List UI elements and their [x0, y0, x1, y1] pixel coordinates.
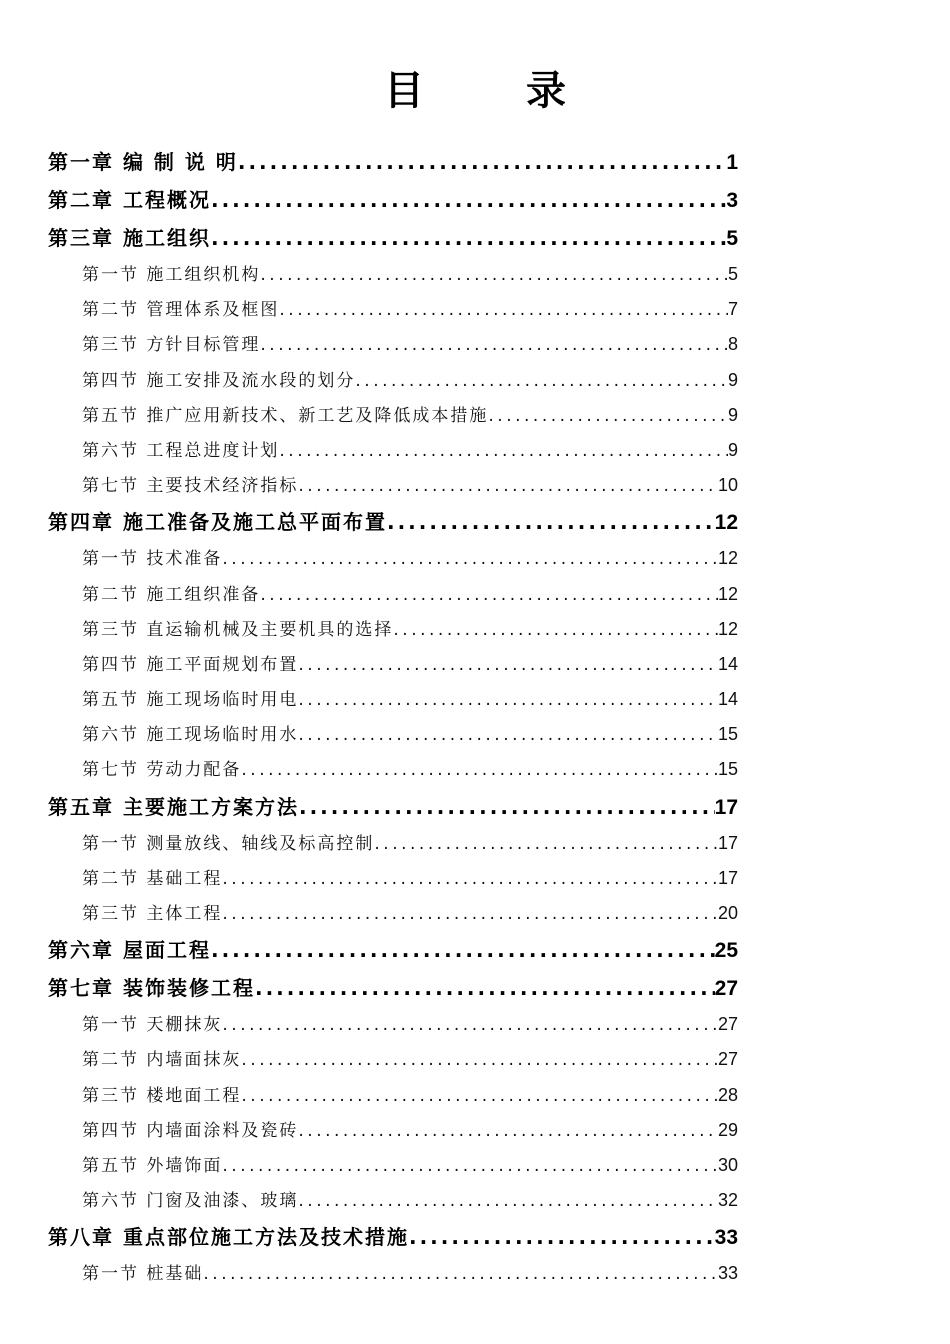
- toc-page-number: 12: [714, 511, 738, 535]
- toc-page-number: 17: [714, 795, 738, 819]
- toc-entry-label: 第二节 基础工程: [82, 868, 223, 889]
- toc-leader-dots: [260, 578, 718, 612]
- toc-entry-label: 第二节 管理体系及框图: [82, 300, 280, 321]
- toc-entry-label: 第一章 编 制 说 明: [48, 150, 238, 174]
- toc-page-number: 27: [714, 977, 738, 1001]
- toc-page-number: 5: [727, 264, 738, 284]
- toc-page-number: 10: [717, 475, 738, 496]
- toc-page-number: 14: [717, 653, 738, 674]
- toc-chapter-entry[interactable]: [48, 503, 738, 541]
- toc-leader-dots: [279, 293, 728, 327]
- toc-entry-label: 第一节 施工组织机构: [82, 265, 261, 285]
- toc-entry-label: 第一节 桩基础: [82, 1264, 204, 1285]
- toc-leader-dots: [298, 718, 718, 752]
- toc-section-entry[interactable]: [48, 1007, 738, 1042]
- toc-leader-dots: [355, 364, 728, 398]
- toc-entry-label: 第八章 重点部位施工方法及技术措施: [48, 1225, 409, 1250]
- toc-section-entry[interactable]: [48, 612, 738, 647]
- toc-section-entry[interactable]: [48, 1148, 738, 1183]
- toc-section-entry[interactable]: [48, 468, 738, 503]
- toc-page-number: 3: [726, 189, 738, 212]
- toc-leader-dots: [241, 1079, 718, 1113]
- toc-entry-label: 第三节 楼地面工程: [82, 1085, 242, 1106]
- toc-leader-dots: [241, 1043, 718, 1077]
- toc-section-entry[interactable]: [48, 257, 738, 292]
- toc-section-entry[interactable]: [48, 541, 738, 576]
- toc-page-number: 1: [726, 151, 738, 174]
- toc-entry-label: 第二章 工程概况: [48, 188, 211, 212]
- toc-leader-dots: [298, 469, 718, 503]
- toc-leader-dots: [211, 931, 715, 969]
- toc-entry-label: 第七节 主要技术经济指标: [82, 476, 299, 497]
- toc-entry-label: 第一节 技术准备: [82, 549, 223, 570]
- toc-leader-dots: [298, 1114, 718, 1148]
- toc-leader-dots: [260, 258, 728, 292]
- toc-entry-label: 第五节 外墙饰面: [82, 1155, 223, 1176]
- toc-leader-dots: [211, 219, 726, 257]
- toc-page-number: 9: [727, 369, 738, 390]
- toc-section-entry[interactable]: [48, 1078, 738, 1113]
- toc-section-entry[interactable]: [48, 861, 738, 896]
- toc-page-number: 27: [717, 1014, 738, 1035]
- toc-page-number: 12: [717, 618, 738, 639]
- toc-leader-dots: [374, 827, 718, 861]
- toc-entry-label: 第五节 施工现场临时用电: [82, 690, 299, 711]
- toc-page-number: 9: [727, 439, 738, 460]
- toc-entry-label: 第七章 装饰装修工程: [48, 976, 255, 1001]
- toc-entry-label: 第四章 施工准备及施工总平面布置: [48, 510, 387, 535]
- toc-chapter-entry[interactable]: [48, 931, 738, 969]
- toc-leader-dots: [488, 399, 728, 433]
- toc-section-entry[interactable]: [48, 1256, 738, 1291]
- toc-section-entry[interactable]: [48, 577, 738, 612]
- toc-chapter-entry[interactable]: [48, 788, 738, 826]
- toc-entry-label: 第四节 内墙面涂料及瓷砖: [82, 1120, 299, 1141]
- page-title: 目 录: [384, 68, 610, 114]
- toc-leader-dots: [241, 753, 718, 787]
- toc-leader-dots: [203, 1257, 718, 1291]
- toc-page-number: 15: [717, 759, 738, 780]
- toc-section-entry[interactable]: [48, 752, 738, 787]
- toc-entry-label: 第二节 施工组织准备: [82, 584, 261, 605]
- table-of-contents: [48, 143, 738, 1292]
- toc-section-entry[interactable]: [48, 433, 738, 468]
- toc-section-entry[interactable]: [48, 363, 738, 398]
- toc-entry-label: 第一节 测量放线、轴线及标高控制: [82, 833, 375, 854]
- toc-page-number: 9: [727, 404, 738, 425]
- toc-entry-label: 第五节 推广应用新技术、新工艺及降低成本措施: [82, 405, 489, 426]
- toc-section-entry[interactable]: [48, 682, 738, 717]
- toc-entry-label: 第七节 劳动力配备: [82, 760, 242, 781]
- toc-section-entry[interactable]: [48, 1042, 738, 1077]
- toc-leader-dots: [222, 897, 718, 931]
- toc-page-number: 17: [717, 867, 738, 888]
- toc-entry-label: 第三章 施工组织: [48, 226, 211, 250]
- toc-entry-label: 第六节 门窗及油漆、玻璃: [82, 1191, 299, 1212]
- toc-section-entry[interactable]: [48, 1113, 738, 1148]
- toc-chapter-entry[interactable]: [48, 969, 738, 1007]
- toc-section-entry[interactable]: [48, 398, 738, 433]
- toc-section-entry[interactable]: [48, 896, 738, 931]
- toc-page-number: 30: [717, 1154, 738, 1175]
- toc-page-number: 8: [727, 334, 738, 355]
- toc-leader-dots: [409, 1218, 715, 1256]
- toc-section-entry[interactable]: [48, 826, 738, 861]
- toc-entry-label: 第六章 屋面工程: [48, 938, 211, 963]
- toc-leader-dots: [298, 648, 718, 682]
- toc-entry-label: 第六节 工程总进度计划: [82, 440, 280, 461]
- toc-section-entry[interactable]: [48, 717, 738, 752]
- toc-entry-label: 第四节 施工平面规划布置: [82, 654, 299, 675]
- toc-entry-label: 第六节 施工现场临时用水: [82, 725, 299, 746]
- toc-page-number: 5: [726, 227, 738, 250]
- toc-page-number: 12: [717, 548, 738, 569]
- toc-section-entry[interactable]: [48, 327, 738, 362]
- toc-entry-label: 第四节 施工安排及流水段的划分: [82, 370, 356, 391]
- toc-page-number: 17: [717, 832, 738, 853]
- toc-page-number: 20: [717, 903, 738, 923]
- toc-page-number: 28: [717, 1084, 738, 1105]
- toc-leader-dots: [260, 328, 728, 362]
- toc-leader-dots: [298, 1184, 718, 1218]
- toc-page-number: 32: [717, 1190, 738, 1211]
- toc-page-number: 33: [714, 1226, 738, 1250]
- toc-page-number: 15: [717, 724, 738, 745]
- toc-entry-label: 第二节 内墙面抹灰: [82, 1050, 242, 1071]
- toc-leader-dots: [211, 181, 726, 219]
- toc-leader-dots: [222, 862, 718, 896]
- toc-page-number: 12: [717, 583, 738, 604]
- toc-page-number: 7: [727, 299, 738, 320]
- toc-chapter-entry[interactable]: [48, 181, 738, 219]
- toc-entry-label: 第三节 主体工程: [82, 904, 223, 924]
- toc-leader-dots: [222, 1008, 718, 1042]
- toc-entry-label: 第三节 直运输机械及主要机具的选择: [82, 619, 394, 640]
- toc-leader-dots: [238, 143, 726, 181]
- toc-page-number: 33: [717, 1263, 738, 1284]
- toc-section-entry[interactable]: [48, 1183, 738, 1218]
- toc-chapter-entry[interactable]: [48, 143, 738, 181]
- toc-page-number: 29: [717, 1119, 738, 1140]
- toc-chapter-entry[interactable]: [48, 1218, 738, 1256]
- toc-leader-dots: [393, 613, 718, 647]
- toc-section-entry[interactable]: [48, 647, 738, 682]
- toc-entry-label: 第一节 天棚抹灰: [82, 1015, 223, 1036]
- toc-leader-dots: [222, 542, 718, 576]
- toc-leader-dots: [222, 1149, 718, 1183]
- toc-section-entry[interactable]: [48, 292, 738, 327]
- toc-leader-dots: [255, 969, 715, 1007]
- toc-page-number: 14: [717, 689, 738, 710]
- toc-leader-dots: [299, 788, 715, 826]
- toc-leader-dots: [279, 434, 728, 468]
- toc-leader-dots: [298, 683, 718, 717]
- toc-chapter-entry[interactable]: [48, 219, 738, 257]
- toc-leader-dots: [387, 503, 715, 541]
- toc-entry-label: 第五章 主要施工方案方法: [48, 794, 299, 819]
- toc-entry-label: 第三节 方针目标管理: [82, 335, 261, 356]
- toc-page-number: 27: [717, 1049, 738, 1070]
- toc-page-number: 25: [714, 939, 738, 963]
